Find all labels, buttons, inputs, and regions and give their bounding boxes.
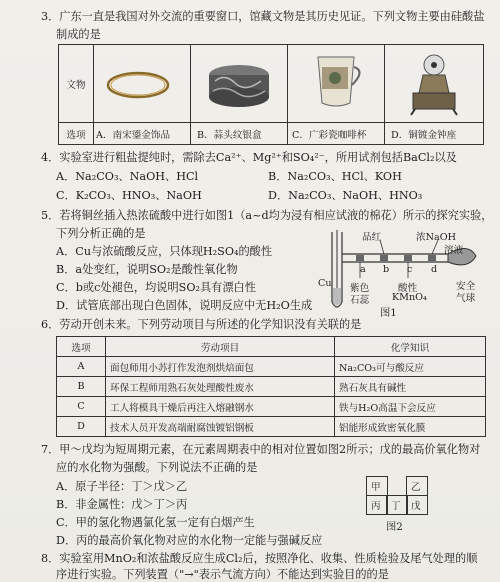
q5-option-a: A．Cu与浓硫酸反应，只体现H₂SO₄的酸性 bbox=[56, 245, 273, 258]
q8-stem-line2: 序进行实验。下列装置（"→"表示气流方向）不能达到实验目的的是 bbox=[56, 568, 389, 581]
q3-image-porcelain-cup bbox=[288, 45, 385, 123]
q4-option-b: B．Na₂CO₃、HCl、KOH bbox=[268, 170, 402, 183]
q5-fig-label-top-mid: 浓NaOH bbox=[416, 232, 456, 243]
q6-row-d-knowledge: 铝能形成致密氧化膜 bbox=[335, 417, 486, 437]
q3-row-label-option: 选项 bbox=[59, 123, 94, 145]
q6-row-d-labor: 技术人员开发高端耐腐蚀镀铝钢板 bbox=[106, 417, 335, 437]
q3-artifact-table bbox=[58, 44, 484, 145]
q6-row-a-labor: 面包师用小苏打作发泡剂烘焙面包 bbox=[106, 357, 335, 377]
q8-stem-line1: 8．实验室用MnO₂和浓盐酸反应生成Cl₂后，按照净化、收集、性质检验及尾气处理的顺 bbox=[41, 552, 478, 565]
q5-fig-label-c: c bbox=[407, 264, 413, 275]
q7-option-d: D．丙的最高价氧化物对应的水化物一定能与强碱反应 bbox=[56, 534, 323, 547]
q4-option-d: D．Na₂CO₃、NaOH、HNO₃ bbox=[268, 189, 423, 202]
q5-fig-label-a: a bbox=[360, 264, 366, 275]
q5-fig-label-bottom1b: 石蕊 bbox=[350, 295, 370, 306]
q5-fig-label-bottom2b: KMnO₄ bbox=[392, 292, 427, 303]
q5-option-b: B．a处变红，说明SO₂是酸性氧化物 bbox=[56, 263, 238, 276]
q7-grid-ding: 丁 bbox=[391, 501, 401, 512]
q5-figure-caption: 图1 bbox=[380, 307, 397, 319]
q5-option-c: C．b或c处褪色，均说明SO₂具有漂白性 bbox=[56, 281, 256, 294]
q6-row-b-option: B bbox=[57, 377, 106, 397]
q3-image-gold-ornament bbox=[94, 45, 191, 123]
q7-stem-line2: 应的水化物为强酸。下列说法不正确的是 bbox=[56, 461, 258, 474]
q7-figure-caption: 图2 bbox=[386, 521, 403, 533]
q3-row-label-artifact: 文物 bbox=[59, 45, 94, 123]
q3-option-d: D．铜镀金钟座 bbox=[385, 123, 484, 145]
q5-fig-label-top-right: 溶液 bbox=[444, 245, 464, 256]
q6-row-a-knowledge: Na₂CO₃可与酸反应 bbox=[335, 357, 486, 377]
q6-stem: 6．劳动开创未来。下列劳动项目与所述的化学知识没有关联的是 bbox=[41, 318, 362, 331]
q6-header-labor: 劳动项目 bbox=[106, 337, 335, 357]
q7-grid-cell-yi bbox=[406, 476, 428, 496]
q7-grid-cell-bing bbox=[366, 495, 388, 515]
q6-row-c-knowledge: 铁与H₂O高温下会反应 bbox=[335, 397, 486, 417]
q7-grid-bing: 丙 bbox=[371, 501, 381, 512]
table-row bbox=[57, 397, 486, 417]
q5-fig-label-bottom2: 酸性 bbox=[398, 283, 418, 294]
q5-fig-label-top-left: 品红 bbox=[362, 232, 382, 243]
q3-image-silver-box bbox=[191, 45, 288, 123]
q7-grid-cell-wu bbox=[406, 495, 428, 515]
q6-row-c-option: C bbox=[57, 397, 106, 417]
q3-option-b: B．蒜头纹银盒 bbox=[191, 123, 288, 145]
q6-row-b-labor: 环保工程师用熟石灰处理酸性废水 bbox=[106, 377, 335, 397]
q6-header-option: 选项 bbox=[57, 337, 106, 357]
q7-grid-wu: 戊 bbox=[411, 501, 421, 512]
q7-grid-jia: 甲 bbox=[371, 482, 381, 493]
q6-header-knowledge: 化学知识 bbox=[335, 337, 486, 357]
q3-image-gilt-clock bbox=[385, 45, 484, 123]
q5-option-d: D．试管底部出现白色固体，说明反应中无H₂O生成 bbox=[56, 299, 313, 312]
q3-stem-line2: 制成的是 bbox=[56, 28, 101, 41]
q5-fig-label-cu: Cu bbox=[318, 278, 332, 289]
q3-option-c: C．广彩瓷咖啡杯 bbox=[288, 123, 385, 145]
q6-row-a-option: A bbox=[57, 357, 106, 377]
q5-fig-label-bottom3: 安全 bbox=[456, 281, 476, 292]
q5-fig-label-bottom1: 紫色 bbox=[350, 283, 370, 294]
q5-stem-line1: 5．若将铜丝插入热浓硫酸中进行如图1（a~d均为浸有相应试液的棉花）所示的探究实验， bbox=[41, 209, 493, 222]
q7-option-a: A．原子半径：丁＞戊＞乙 bbox=[56, 480, 188, 493]
table-row bbox=[57, 377, 486, 397]
q7-grid-cell-jia bbox=[366, 476, 388, 496]
q5-stem-line2: 下列分析正确的是 bbox=[56, 227, 146, 240]
q6-table-header bbox=[57, 337, 486, 357]
q7-option-c: C．甲的氢化物遇氯化氢一定有白烟产生 bbox=[56, 516, 255, 529]
q5-fig-label-b: b bbox=[383, 264, 390, 275]
q6-row-b-knowledge: 熟石灰具有碱性 bbox=[335, 377, 486, 397]
table-row bbox=[57, 417, 486, 437]
q6-table bbox=[56, 336, 486, 437]
q7-stem-line1: 7．甲～戊均为短周期元素，在元素周期表中的相对位置如图2所示；戊的最高价氧化物对 bbox=[41, 443, 481, 456]
q5-fig-label-bottom3b: 气球 bbox=[456, 293, 476, 304]
q3-stem-line1: 3．广东一直是我国对外交流的重要窗口，馆藏文物是其历史见证。下列文物主要由硅酸盐 bbox=[41, 10, 485, 23]
q4-option-a: A．Na₂CO₃、NaOH、HCl bbox=[56, 170, 199, 183]
q7-grid-cell-ding bbox=[386, 495, 408, 515]
table-row bbox=[57, 357, 486, 377]
q7-grid-yi: 乙 bbox=[411, 482, 421, 493]
q5-fig-label-d: d bbox=[431, 264, 438, 275]
q3-option-a: A．南宋鎏金饰品 bbox=[94, 123, 191, 145]
q6-row-d-option: D bbox=[57, 417, 106, 437]
q4-stem: 4．实验室进行粗盐提纯时，需除去Ca²⁺、Mg²⁺和SO₄²⁻，所用试剂包括BaCl₂以及 bbox=[41, 151, 457, 164]
q7-option-b: B．非金属性：戊＞丁＞丙 bbox=[56, 498, 188, 511]
q6-row-c-labor: 工人将模具干燥后再注入熔融钢水 bbox=[106, 397, 335, 417]
q4-option-c: C．K₂CO₃、HNO₃、NaOH bbox=[56, 189, 202, 202]
